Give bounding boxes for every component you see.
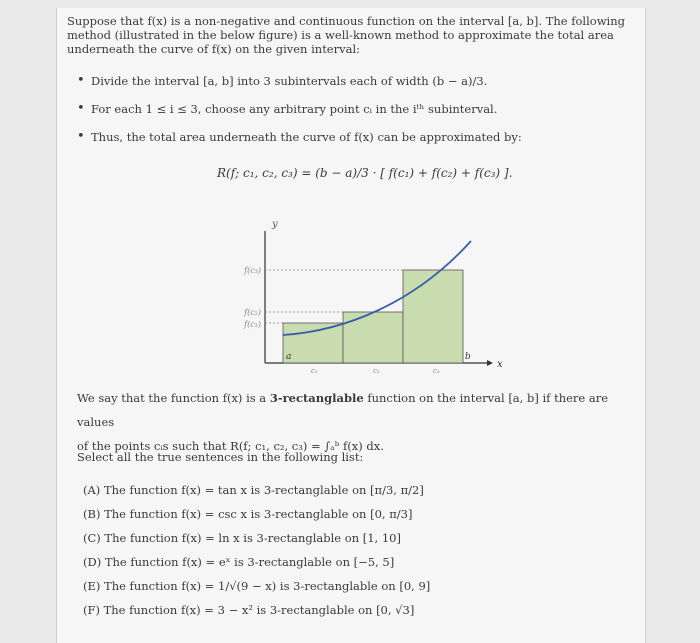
- options-list: [83, 478, 623, 622]
- rectangle-1: [283, 323, 343, 363]
- rectangle-2: [343, 312, 403, 363]
- method-steps: [77, 74, 627, 158]
- riemann-formula: R(f; c₁, c₂, c₃) = (b − a)/3 · [ f(c₁) + f(c₂) + f(c₃) ].: [217, 166, 513, 180]
- y-tick-fc2: f(c₂): [244, 308, 261, 317]
- step-item: • Thus, the total area underneath the curve of f(x) can be approximated by:: [77, 130, 627, 158]
- x-tick-b: b: [465, 352, 471, 362]
- definition-line1-rest: function on the interval [a, b] if there are values: [77, 391, 609, 429]
- step-item: • For each 1 ≤ i ≤ 3, choose any arbitrary point cᵢ in the iᵗʰ subinterval.: [77, 102, 627, 130]
- definition-term: 3-rectanglable: [269, 391, 364, 405]
- question-page: [56, 8, 646, 643]
- y-axis-label: y: [272, 219, 278, 230]
- x-tick-c1: c₁: [311, 367, 318, 373]
- option-d[interactable]: (D) The function f(x) = eˣ is 3-rectanglable on [−5, 5]: [83, 555, 395, 569]
- x-tick-c3: c₃: [433, 367, 440, 373]
- option-c[interactable]: (C) The function f(x) = ln x is 3-rectanglable on [1, 10]: [83, 531, 401, 545]
- definition-paragraph: [77, 386, 627, 458]
- x-axis-label: x: [497, 359, 503, 370]
- y-tick-fc1: f(c₁): [244, 320, 261, 329]
- intro-paragraph: Suppose that f(x) is a non-negative and continuous function on the interval [a, b]. The following method (illustrated in the below figure) is a well-known method to approximate the total area underneath the curve of f(x) on the given interval:: [67, 14, 625, 56]
- definition-line2: of the points cᵢs such that R(f; c₁, c₂, c₃) = ∫ₐᵇ f(x) dx.: [77, 439, 384, 453]
- x-tick-a: a: [286, 352, 292, 362]
- x-axis-arrow: [487, 360, 493, 366]
- riemann-sum-figure: [235, 213, 505, 373]
- step-item: • Divide the interval [a, b] into 3 subintervals each of width (b − a)/3.: [77, 74, 627, 102]
- rectangle-3: [403, 270, 463, 363]
- option-e[interactable]: (E) The function f(x) = 1/√(9 − x) is 3-rectanglable on [0, 9]: [83, 579, 431, 593]
- y-tick-fc3: f(c₃): [244, 266, 261, 275]
- instruction: Select all the true sentences in the following list:: [77, 450, 364, 464]
- option-b[interactable]: (B) The function f(x) = csc x is 3-rectanglable on [0, π/3]: [83, 507, 413, 521]
- option-f[interactable]: (F) The function f(x) = 3 − x² is 3-rectanglable on [0, √3]: [83, 603, 415, 617]
- definition-line1: We say that the function f(x) is a: [77, 391, 267, 405]
- option-a[interactable]: (A) The function f(x) = tan x is 3-rectanglable on [π/3, π/2]: [83, 483, 424, 497]
- x-tick-c2: c₂: [373, 367, 380, 373]
